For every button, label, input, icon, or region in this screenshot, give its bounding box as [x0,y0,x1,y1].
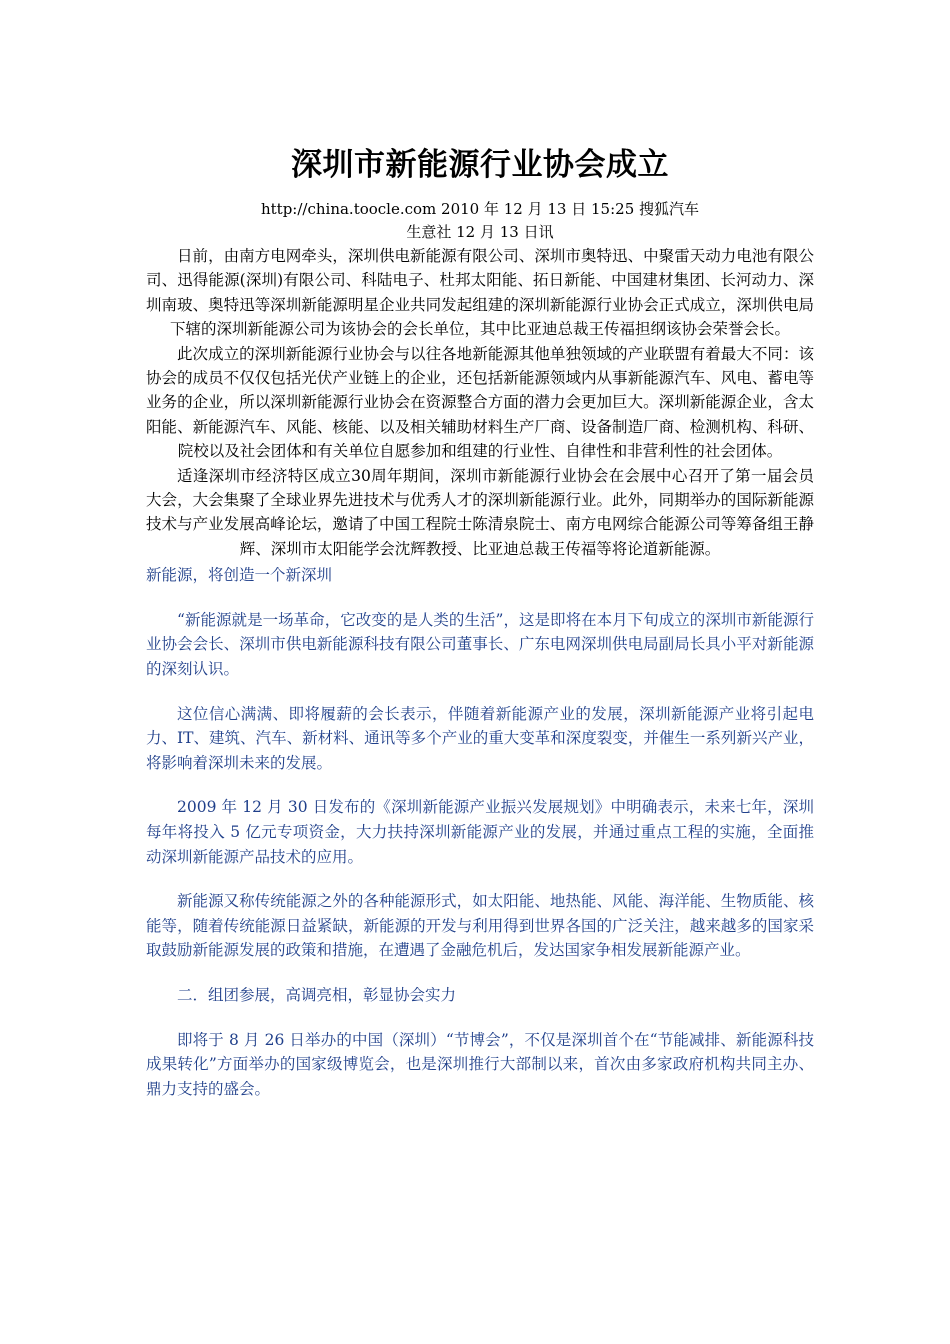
section-2-heading: 二．组团参展，高调亮相，彰显协会实力 [177,986,457,1004]
quoted-paragraph: 即将于 8 月 26 日举办的中国（深圳）“节博会”，不仅是深圳首个在“节能减排、新能源科技成果转化”方面举办的国家级博览会，也是深圳推行大部制以来，首次由多家政府机构共同主办、鼎力支持的盛会。 [146,1030,814,1098]
quoted-section-heading: 新能源，将创造一个新深圳 [146,566,333,585]
article-body [146,244,814,561]
body-paragraph: 日前，由南方电网牵头，深圳供电新能源有限公司、深圳市奥特迅、中聚雷天动力电池有限公司、迅得能源(深圳)有限公司、科陆电子、杜邦太阳能、拓日新能、中国建材集团、长河动力、深圳南玻、奥特迅等深圳新能源明星企业共同发起组建的深圳新能源行业协会正式成立，深圳供电局下辖的深圳新能源公司为该协会的会长单位，其中比亚迪总裁王传福担纲该协会荣誉会长。 [146,247,814,339]
quoted-paragraph: 2009 年 12 月 30 日发布的《深圳新能源产业振兴发展规划》中明确表示，未来七年，深圳每年将投入 5 亿元专项资金，大力扶持深圳新能源产业的发展，并通过重点工程的实施，全面推动深圳新能源产品技术的应用。 [146,798,814,866]
quoted-section [146,563,814,1101]
document-page [146,0,814,1101]
meta-byline: 生意社 12 月 13 日讯 [406,223,554,241]
quoted-paragraph: 新能源又称传统能源之外的各种能源形式，如太阳能、地热能、风能、海洋能、生物质能、核能等，随着传统能源日益紧缺，新能源的开发与利用得到世界各国的广泛关注，越来越多的国家采取鼓励新能源发展的政策和措施，在遭遇了金融危机后，发达国家争相发展新能源产业。 [146,892,814,960]
article-meta [146,198,814,244]
article-title: 深圳市新能源行业协会成立 [291,147,669,183]
quoted-paragraph: “新能源就是一场革命，它改变的是人类的生活”，这是即将在本月下旬成立的深圳市新能源行业协会会长、深圳市供电新能源科技有限公司董事长、广东电网深圳供电局副局长具小平对新能源的深刻认识。 [146,610,814,679]
body-paragraph: 适逢深圳市经济特区成立30周年期间，深圳市新能源行业协会在会展中心召开了第一届会员大会，大会集聚了全球业界先进技术与优秀人才的深圳新能源行业。此外，同期举办的国际新能源技术与产业发展高峰论坛，邀请了中国工程院士陈清泉院士、南方电网综合能源公司等筹备组王静辉、深圳市太阳能学会沈辉教授、比亚迪总裁王传福等将论道新能源。 [146,466,814,558]
meta-source-line: http://china.toocle.com 2010 年 12 月 13 日 15:25 搜狐汽车 [260,200,700,218]
body-paragraph: 此次成立的深圳新能源行业协会与以往各地新能源其他单独领域的产业联盟有着最大不同：该协会的成员不仅仅包括光伏产业链上的企业，还包括新能源领域内从事新能源汽车、风电、蓄电等业务的企业，所以深圳新能源行业协会在资源整合方面的潜力会更加巨大。深圳新能源企业，含太阳能、新能源汽车、风能、核能、以及相关辅助材料生产厂商、设备制造厂商、检测机构、科研、院校以及社会团体和有关单位自愿参加和组建的行业性、自律性和非营利性的社会团体。 [146,344,814,461]
quoted-paragraph: 这位信心满满、即将履薪的会长表示，伴随着新能源产业的发展，深圳新能源产业将引起电力、IT、建筑、汽车、新材料、通讯等多个产业的重大变革和深度裂变，并催生一系列新兴产业，将影响着深圳未来的发展。 [146,704,814,772]
